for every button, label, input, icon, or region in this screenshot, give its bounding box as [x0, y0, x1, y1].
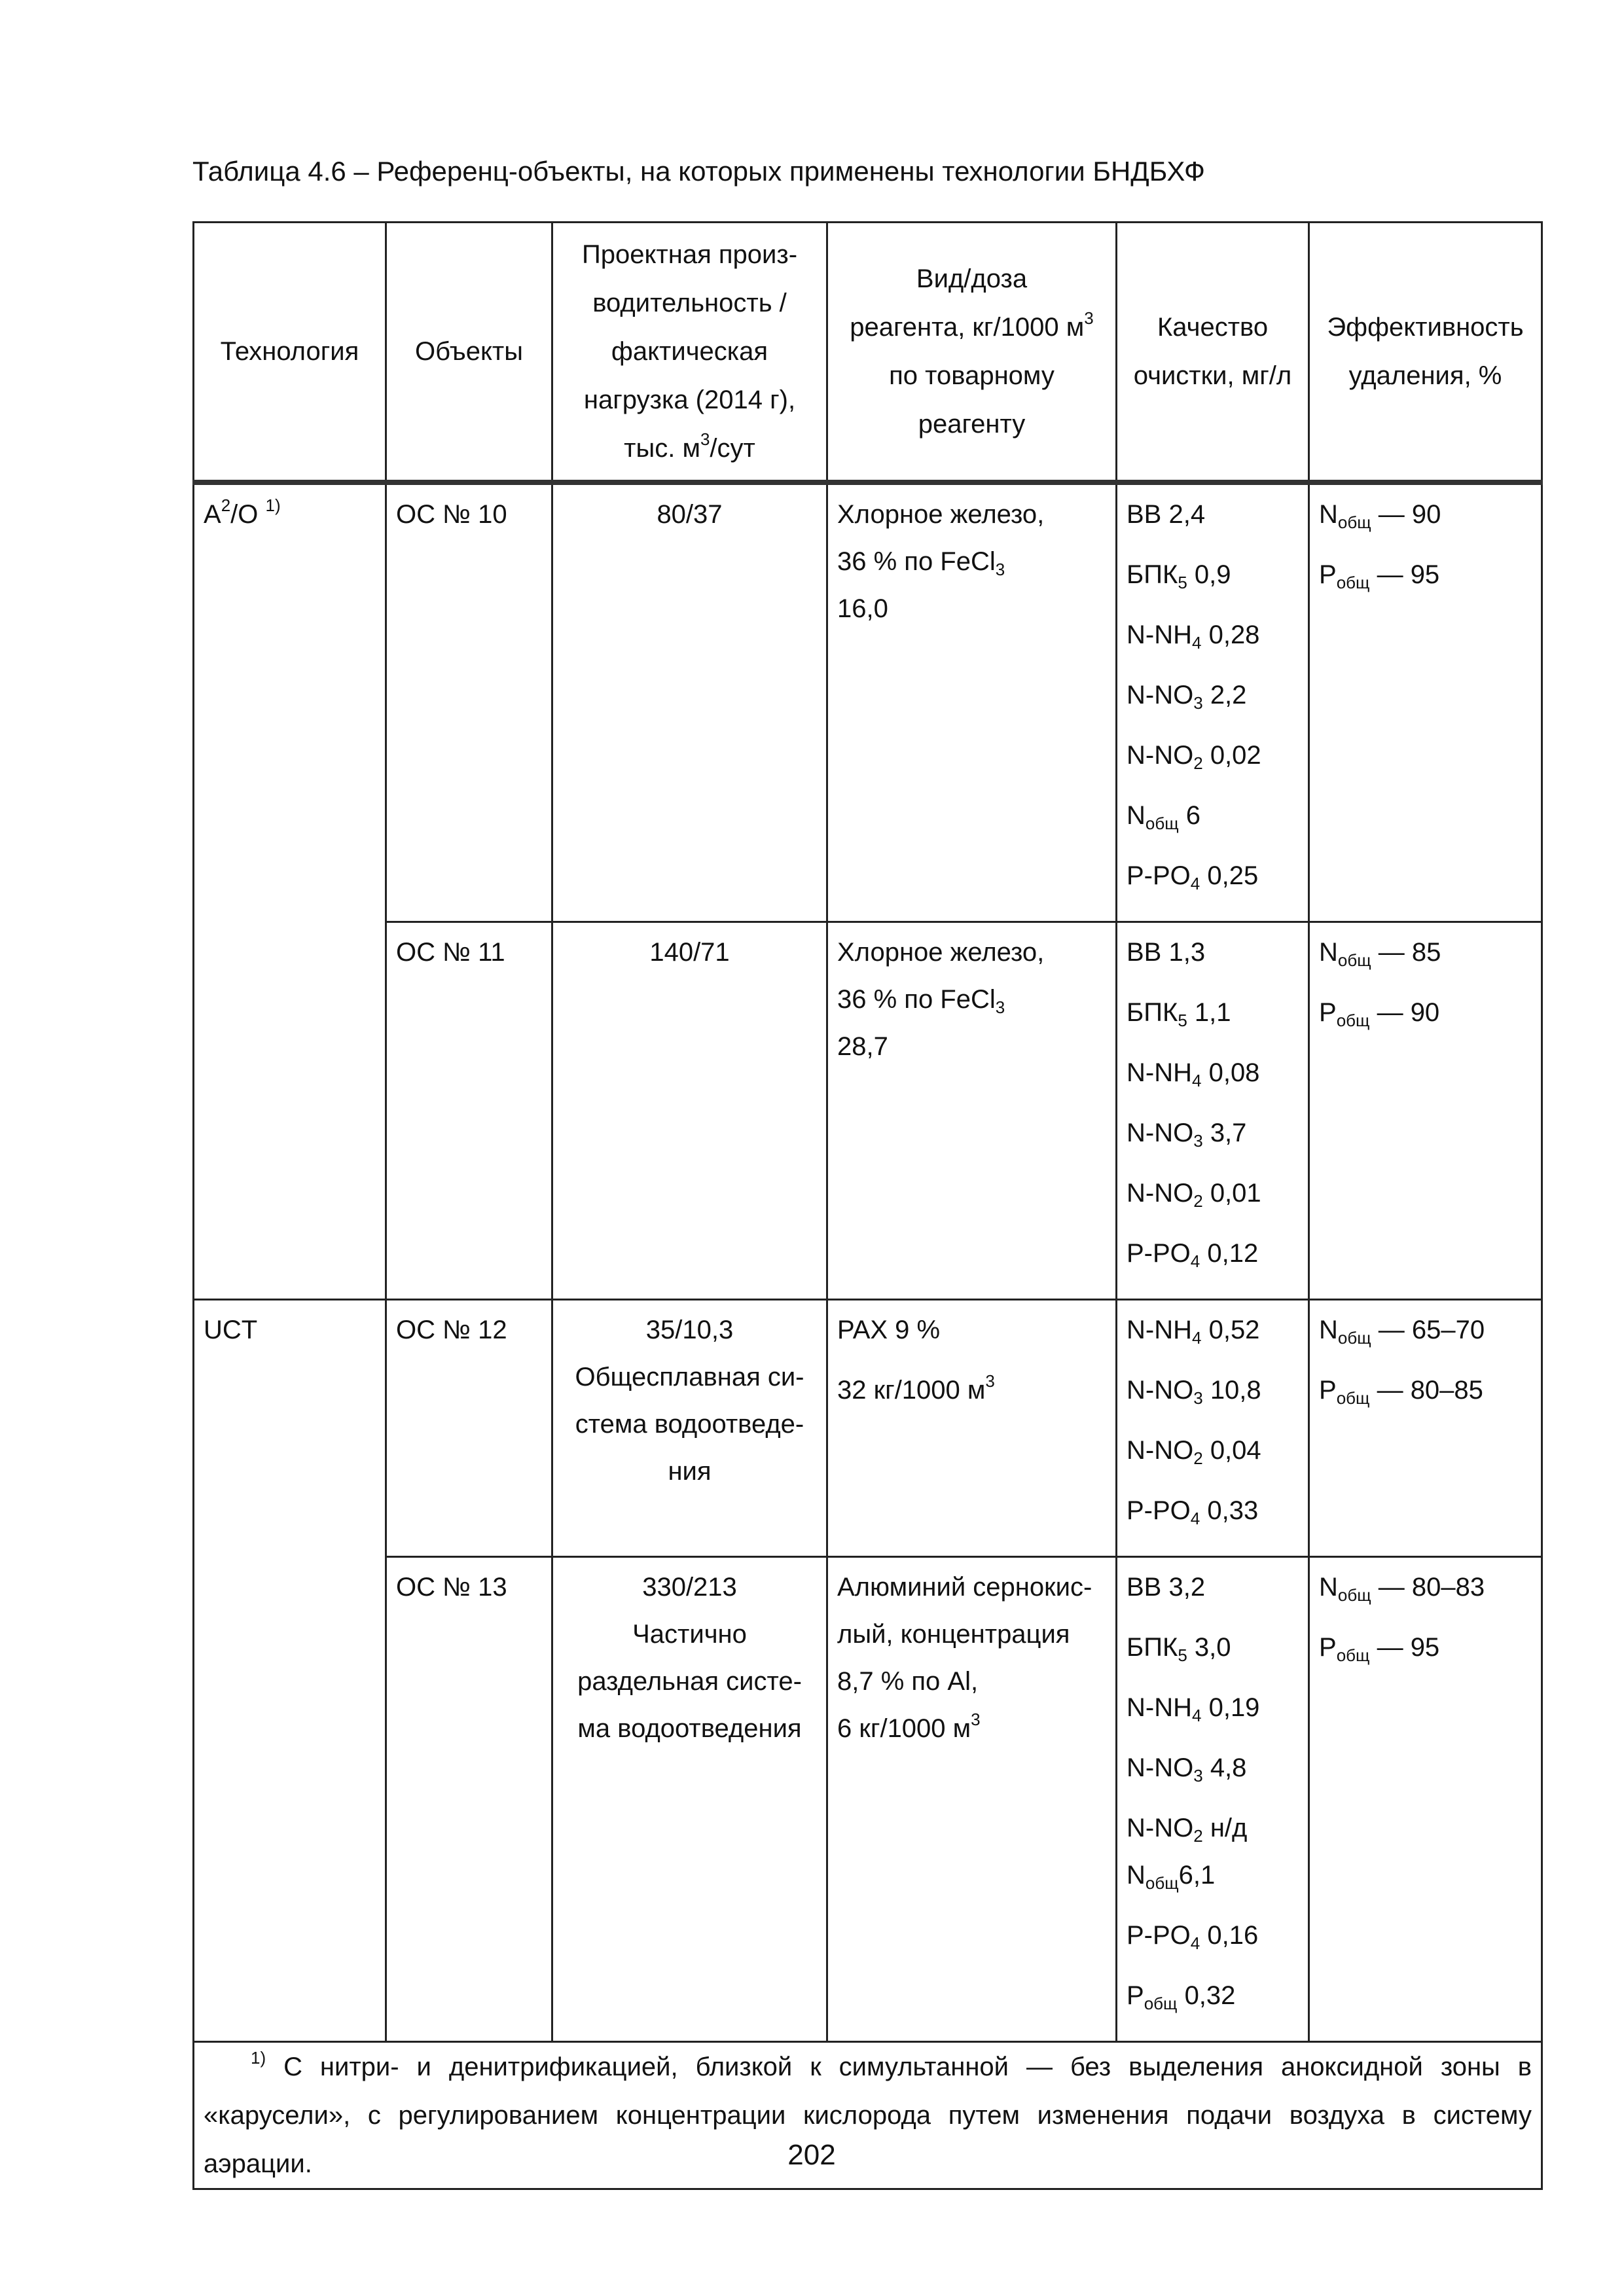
capacity-cell: 330/213 Частично раздельная систе- ма водоотведения: [552, 1557, 827, 2042]
reference-objects-table: [192, 221, 1543, 2190]
quality-cell: $N-NH_4$ 0,52 $N-NO_3$ 10,8 $N-NO_2$ 0,04 $P-PO_4$ 0,33: [1117, 1300, 1309, 1557]
quality-cell: ВВ 3,2 $БПК_5$ 3,0 $N-NH_4$ 0,19 $N-NO_3$ 4,8 $N-NO_2$ н/д $N_{общ}6,1$ $P-PO_4$ 0,16 $P_{общ}$ 0,32: [1117, 1557, 1309, 2042]
table-header-row: [194, 223, 1542, 483]
table-row: [194, 482, 1542, 922]
capacity-cell: 35/10,3 Общесплавная си- стема водоотведе- ния: [552, 1300, 827, 1557]
technology-cell-a2o: $A^2/O$ $^{1)}$: [194, 482, 386, 1300]
quality-cell: ВВ 1,3 $БПК_5$ 1,1 $N-NH_4$ 0,08 $N-NO_3$ 3,7 $N-NO_2$ 0,01 $P-PO_4$ 0,12: [1117, 922, 1309, 1300]
efficiency-cell: $N_{общ}$ — 80–83 $P_{общ}$ — 95: [1309, 1557, 1542, 2042]
table-caption: Таблица 4.6 – Референц-объекты, на которых применены технологии БНДБХФ: [192, 156, 1205, 187]
object-cell: ОС № 13: [386, 1557, 552, 2042]
reagent-cell: Алюминий сернокис- лый, концентрация 8,7 % по Al, 6 кг/1000 $м^3$: [827, 1557, 1117, 2042]
header-quality: Качество очистки, мг/л: [1117, 223, 1309, 483]
table-row: [194, 1300, 1542, 1557]
object-cell: ОС № 10: [386, 482, 552, 922]
efficiency-cell: $N_{общ}$ — 65–70 $P_{общ}$ — 80–85: [1309, 1300, 1542, 1557]
reagent-cell: Хлорное железо, 36 % по FeCl$_3$ 16,0: [827, 482, 1117, 922]
header-objects: Объекты: [386, 223, 552, 483]
object-cell: ОС № 12: [386, 1300, 552, 1557]
table-row: [194, 922, 1542, 1300]
table-row: [194, 1557, 1542, 2042]
header-capacity: Проектная произ- водительность / фактическая нагрузка (2014 г), тыс. $м^3$/сут: [552, 223, 827, 483]
efficiency-cell: $N_{общ}$ — 85 $P_{общ}$ — 90: [1309, 922, 1542, 1300]
header-reagent: Вид/доза реагента, кг/1000 $м^3$ по товарному реагенту: [827, 223, 1117, 483]
capacity-cell: 80/37: [552, 482, 827, 922]
capacity-cell: 140/71: [552, 922, 827, 1300]
object-cell: ОС № 11: [386, 922, 552, 1300]
technology-cell-uct: UCT: [194, 1300, 386, 2042]
header-efficiency: Эффективность удаления, %: [1309, 223, 1542, 483]
reagent-cell: Хлорное железо, 36 % по FeCl$_3$ 28,7: [827, 922, 1117, 1300]
efficiency-cell: $N_{общ}$ — 90 $P_{общ}$ — 95: [1309, 482, 1542, 922]
header-technology: Технология: [194, 223, 386, 483]
footnote: $^{1)}$ С нитри- и денитрификацией, близкой к симультанной — без выделения аноксидной зоны в «карусели», с регулированием концентрации кислорода путем изменения подачи воздуха в систему аэрации.: [194, 2042, 1542, 2189]
quality-cell: ВВ 2,4 $БПК_5$ 0,9 $N-NH_4$ 0,28 $N-NO_3$ 2,2 $N-NO_2$ 0,02 $N_{общ}$ 6 $P-PO_4$ 0,25: [1117, 482, 1309, 922]
reagent-cell: PAX 9 % 32 кг/1000 $м^3$: [827, 1300, 1117, 1557]
page-number: 202: [787, 2139, 836, 2171]
footnote-row: [194, 2042, 1542, 2189]
